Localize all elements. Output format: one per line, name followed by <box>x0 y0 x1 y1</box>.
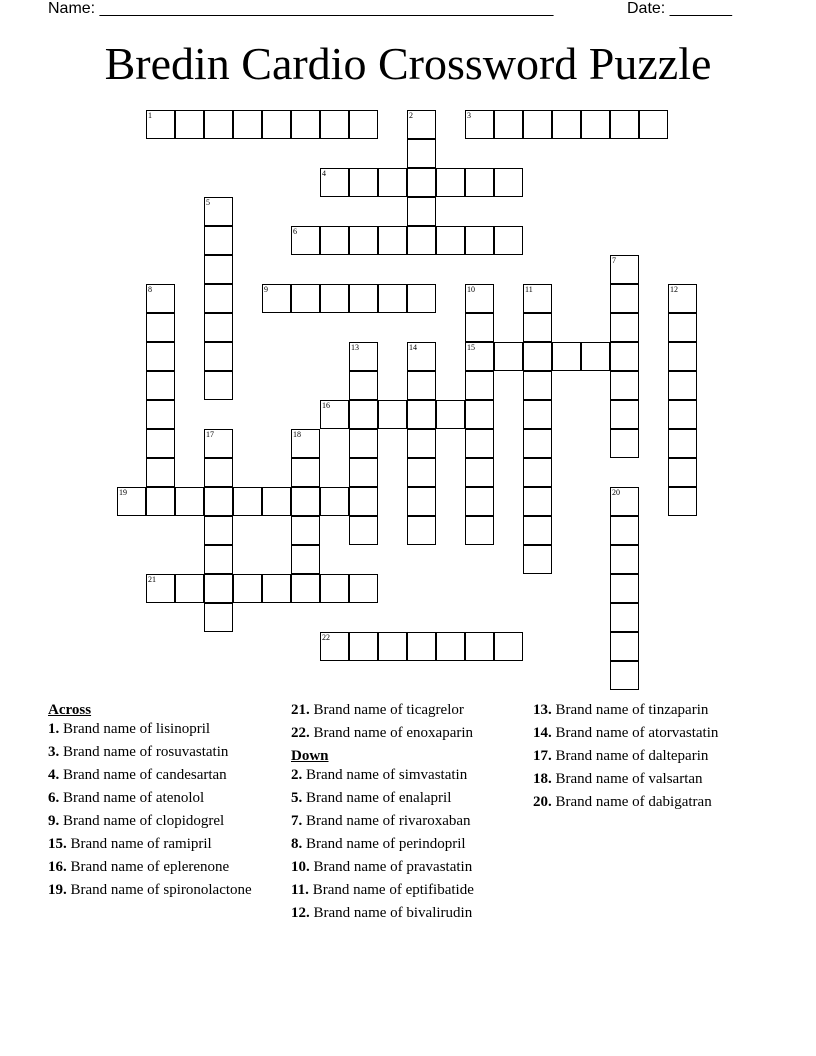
grid-cell[interactable] <box>465 226 494 255</box>
grid-cell[interactable] <box>349 516 378 545</box>
cell-number: 10 <box>467 285 475 294</box>
grid-cell[interactable] <box>204 574 233 603</box>
clue-text: Brand name of spironolactone <box>70 882 252 898</box>
grid-cell[interactable] <box>262 284 291 313</box>
grid-cell[interactable] <box>523 313 552 342</box>
cell-number: 12 <box>670 285 678 294</box>
clue-number: 18. <box>533 771 552 787</box>
clues-column-2 <box>291 702 525 928</box>
clue-number: 3. <box>48 744 60 760</box>
grid-cell[interactable] <box>523 545 552 574</box>
clue-text: Brand name of candesartan <box>63 767 227 783</box>
clue-down-18 <box>533 771 773 788</box>
grid-cell[interactable] <box>117 487 146 516</box>
grid-cell[interactable] <box>204 516 233 545</box>
down-heading: Down <box>291 748 329 764</box>
grid-cell[interactable] <box>523 284 552 313</box>
cell-number: 11 <box>525 285 533 294</box>
grid-cell[interactable] <box>204 197 233 226</box>
grid-cell[interactable] <box>494 110 523 139</box>
grid-cell[interactable] <box>610 661 639 690</box>
cell-number: 8 <box>148 285 152 294</box>
grid-cell[interactable] <box>610 342 639 371</box>
clue-text: Brand name of eplerenone <box>70 859 230 875</box>
grid-cell[interactable] <box>407 632 436 661</box>
clue-across-3 <box>48 744 282 761</box>
clue-text: Brand name of valsartan <box>555 771 703 787</box>
clue-text: Brand name of bivalirudin <box>313 905 473 921</box>
grid-cell[interactable] <box>639 110 668 139</box>
grid-cell[interactable] <box>407 429 436 458</box>
clue-number: 6. <box>48 790 60 806</box>
grid-cell[interactable] <box>523 110 552 139</box>
grid-cell[interactable] <box>436 632 465 661</box>
grid-cell[interactable] <box>465 400 494 429</box>
grid-cell[interactable] <box>407 458 436 487</box>
grid-cell[interactable] <box>494 226 523 255</box>
cell-number: 4 <box>322 169 326 178</box>
clue-text: Brand name of enoxaparin <box>313 725 474 741</box>
grid-cell[interactable] <box>349 400 378 429</box>
grid-cell[interactable] <box>668 313 697 342</box>
grid-cell[interactable] <box>668 400 697 429</box>
clue-text: Brand name of atenolol <box>63 790 205 806</box>
clue-down-5 <box>291 790 525 807</box>
clue-text: Brand name of tinzaparin <box>555 702 709 718</box>
grid-cell[interactable] <box>407 139 436 168</box>
grid-cell[interactable] <box>262 110 291 139</box>
grid-cell[interactable] <box>407 371 436 400</box>
clue-number: 2. <box>291 767 303 783</box>
grid-cell[interactable] <box>146 487 175 516</box>
clue-across-15 <box>48 836 282 853</box>
clue-text: Brand name of enalapril <box>306 790 452 806</box>
clue-text: Brand name of atorvastatin <box>555 725 719 741</box>
clue-number: 20. <box>533 794 552 810</box>
grid-cell[interactable] <box>668 284 697 313</box>
grid-cell[interactable] <box>668 342 697 371</box>
cell-number: 18 <box>293 430 301 439</box>
grid-cell[interactable] <box>349 487 378 516</box>
grid-cell[interactable] <box>668 371 697 400</box>
grid-cell[interactable] <box>523 400 552 429</box>
clue-number: 10. <box>291 859 310 875</box>
grid-cell[interactable] <box>320 487 349 516</box>
grid-cell[interactable] <box>204 284 233 313</box>
grid-cell[interactable] <box>146 400 175 429</box>
grid-cell[interactable] <box>523 371 552 400</box>
cell-number: 21 <box>148 575 156 584</box>
cell-number: 15 <box>467 343 475 352</box>
grid-cell[interactable] <box>349 429 378 458</box>
clue-number: 17. <box>533 748 552 764</box>
grid-cell[interactable] <box>233 487 262 516</box>
grid-cell[interactable] <box>465 458 494 487</box>
grid-cell[interactable] <box>349 226 378 255</box>
grid-cell[interactable] <box>581 342 610 371</box>
grid-cell[interactable] <box>233 110 262 139</box>
grid-cell[interactable] <box>291 458 320 487</box>
grid-cell[interactable] <box>494 632 523 661</box>
grid-cell[interactable] <box>175 574 204 603</box>
grid-cell[interactable] <box>204 429 233 458</box>
grid-cell[interactable] <box>610 255 639 284</box>
grid-cell[interactable] <box>436 400 465 429</box>
grid-cell[interactable] <box>291 545 320 574</box>
grid-cell[interactable] <box>204 545 233 574</box>
clue-down-11 <box>291 882 525 899</box>
grid-cell[interactable] <box>378 168 407 197</box>
grid-cell[interactable] <box>146 371 175 400</box>
grid-cell[interactable] <box>407 400 436 429</box>
grid-cell[interactable] <box>668 487 697 516</box>
clue-number: 5. <box>291 790 303 806</box>
grid-cell[interactable] <box>465 110 494 139</box>
grid-cell[interactable] <box>378 400 407 429</box>
grid-cell[interactable] <box>494 342 523 371</box>
clue-across-16 <box>48 859 282 876</box>
grid-cell[interactable] <box>175 110 204 139</box>
clue-number: 7. <box>291 813 303 829</box>
grid-cell[interactable] <box>552 342 581 371</box>
grid-cell[interactable] <box>320 226 349 255</box>
clue-number: 16. <box>48 859 67 875</box>
clue-across-1 <box>48 721 282 738</box>
grid-cell[interactable] <box>465 168 494 197</box>
grid-cell[interactable] <box>262 487 291 516</box>
grid-cell[interactable] <box>204 603 233 632</box>
grid-cell[interactable] <box>175 487 204 516</box>
cell-number: 16 <box>322 401 330 410</box>
grid-cell[interactable] <box>465 429 494 458</box>
grid-cell[interactable] <box>349 342 378 371</box>
across-heading: Across <box>48 702 92 718</box>
grid-cell[interactable] <box>610 545 639 574</box>
cell-number: 7 <box>612 256 616 265</box>
grid-cell[interactable] <box>320 168 349 197</box>
grid-cell[interactable] <box>204 313 233 342</box>
cell-number: 2 <box>409 111 413 120</box>
grid-cell[interactable] <box>378 284 407 313</box>
grid-cell[interactable] <box>146 458 175 487</box>
clue-text: Brand name of clopidogrel <box>63 813 225 829</box>
clue-across-21 <box>291 702 525 719</box>
grid-cell[interactable] <box>378 226 407 255</box>
grid-cell[interactable] <box>610 429 639 458</box>
clue-number: 19. <box>48 882 67 898</box>
grid-cell[interactable] <box>204 487 233 516</box>
clue-number: 15. <box>48 836 67 852</box>
grid-cell[interactable] <box>407 342 436 371</box>
grid-cell[interactable] <box>523 342 552 371</box>
grid-cell[interactable] <box>320 400 349 429</box>
grid-cell[interactable] <box>610 400 639 429</box>
clue-down-17 <box>533 748 773 765</box>
grid-cell[interactable] <box>320 284 349 313</box>
grid-cell[interactable] <box>349 632 378 661</box>
date-field[interactable]: Date: _______ <box>627 0 732 17</box>
clue-across-19 <box>48 882 282 899</box>
clue-text: Brand name of dabigatran <box>555 794 712 810</box>
grid-cell[interactable] <box>610 284 639 313</box>
clue-text: Brand name of dalteparin <box>555 748 709 764</box>
clue-text: Brand name of ticagrelor <box>313 702 464 718</box>
grid-cell[interactable] <box>407 197 436 226</box>
clue-across-6 <box>48 790 282 807</box>
clue-number: 21. <box>291 702 310 718</box>
cell-number: 22 <box>322 633 330 642</box>
clue-number: 12. <box>291 905 310 921</box>
grid-cell[interactable] <box>349 284 378 313</box>
clue-down-12 <box>291 905 525 922</box>
cell-number: 6 <box>293 227 297 236</box>
grid-cell[interactable] <box>349 371 378 400</box>
cell-number: 3 <box>467 111 471 120</box>
grid-cell[interactable] <box>465 516 494 545</box>
cell-number: 20 <box>612 488 620 497</box>
clue-text: Brand name of ramipril <box>70 836 212 852</box>
grid-cell[interactable] <box>291 516 320 545</box>
grid-cell[interactable] <box>465 632 494 661</box>
grid-cell[interactable] <box>523 429 552 458</box>
cell-number: 17 <box>206 430 214 439</box>
grid-cell[interactable] <box>552 110 581 139</box>
grid-cell[interactable] <box>320 632 349 661</box>
grid-cell[interactable] <box>523 458 552 487</box>
grid-cell[interactable] <box>407 226 436 255</box>
clue-text: Brand name of lisinopril <box>63 721 211 737</box>
grid-cell[interactable] <box>581 110 610 139</box>
grid-cell[interactable] <box>610 487 639 516</box>
page-title: Bredin Cardio Crossword Puzzle <box>104 38 712 89</box>
grid-cell[interactable] <box>146 429 175 458</box>
grid-cell[interactable] <box>407 110 436 139</box>
clue-text: Brand name of rosuvastatin <box>63 744 229 760</box>
grid-cell[interactable] <box>436 168 465 197</box>
grid-cell[interactable] <box>146 342 175 371</box>
grid-cell[interactable] <box>610 603 639 632</box>
grid-cell[interactable] <box>465 371 494 400</box>
grid-cell[interactable] <box>523 516 552 545</box>
clue-number: 8. <box>291 836 303 852</box>
clue-number: 14. <box>533 725 552 741</box>
cell-number: 1 <box>148 111 152 120</box>
grid-cell[interactable] <box>523 487 552 516</box>
grid-cell[interactable] <box>465 284 494 313</box>
grid-cell[interactable] <box>320 110 349 139</box>
name-field[interactable]: Name: ___________________________________________________ <box>48 0 554 17</box>
clue-down-7 <box>291 813 525 830</box>
clue-number: 11. <box>291 882 309 898</box>
grid-cell[interactable] <box>407 284 436 313</box>
clue-down-20 <box>533 794 773 811</box>
clue-number: 4. <box>48 767 60 783</box>
clues-column-3 <box>533 702 773 817</box>
clues-column-1 <box>48 702 282 905</box>
grid-cell[interactable] <box>146 574 175 603</box>
grid-cell[interactable] <box>233 574 262 603</box>
grid-cell[interactable] <box>407 516 436 545</box>
clue-down-2 <box>291 767 525 784</box>
grid-cell[interactable] <box>407 168 436 197</box>
grid-cell[interactable] <box>610 313 639 342</box>
grid-cell[interactable] <box>204 110 233 139</box>
clue-number: 9. <box>48 813 60 829</box>
grid-cell[interactable] <box>146 313 175 342</box>
grid-cell[interactable] <box>349 168 378 197</box>
clue-number: 1. <box>48 721 60 737</box>
grid-cell[interactable] <box>610 516 639 545</box>
grid-cell[interactable] <box>494 168 523 197</box>
cell-number: 19 <box>119 488 127 497</box>
grid-cell[interactable] <box>349 458 378 487</box>
grid-cell[interactable] <box>262 574 291 603</box>
grid-cell[interactable] <box>610 574 639 603</box>
clue-text: Brand name of eptifibatide <box>312 882 474 898</box>
cell-number: 5 <box>206 198 210 207</box>
grid-cell[interactable] <box>146 110 175 139</box>
grid-cell[interactable] <box>465 313 494 342</box>
clue-down-13 <box>533 702 773 719</box>
clue-across-4 <box>48 767 282 784</box>
grid-cell[interactable] <box>610 632 639 661</box>
grid-cell[interactable] <box>668 458 697 487</box>
grid-cell[interactable] <box>146 284 175 313</box>
grid-cell[interactable] <box>291 226 320 255</box>
cell-number: 9 <box>264 285 268 294</box>
grid-cell[interactable] <box>378 632 407 661</box>
clue-text: Brand name of perindopril <box>306 836 466 852</box>
grid-cell[interactable] <box>204 342 233 371</box>
clue-down-10 <box>291 859 525 876</box>
grid-cell[interactable] <box>436 226 465 255</box>
grid-cell[interactable] <box>204 255 233 284</box>
grid-cell[interactable] <box>465 342 494 371</box>
grid-cell[interactable] <box>291 284 320 313</box>
grid-cell[interactable] <box>349 110 378 139</box>
clue-text: Brand name of simvastatin <box>306 767 468 783</box>
clue-text: Brand name of pravastatin <box>313 859 473 875</box>
grid-cell[interactable] <box>407 487 436 516</box>
grid-cell[interactable] <box>204 458 233 487</box>
cell-number: 13 <box>351 343 359 352</box>
grid-cell[interactable] <box>204 371 233 400</box>
clue-number: 22. <box>291 725 310 741</box>
grid-cell[interactable] <box>465 487 494 516</box>
grid-cell[interactable] <box>291 429 320 458</box>
grid-cell[interactable] <box>349 574 378 603</box>
grid-cell[interactable] <box>320 574 349 603</box>
clue-number: 13. <box>533 702 552 718</box>
grid-cell[interactable] <box>610 110 639 139</box>
clue-down-14 <box>533 725 773 742</box>
grid-cell[interactable] <box>610 371 639 400</box>
grid-cell[interactable] <box>668 429 697 458</box>
clue-across-9 <box>48 813 282 830</box>
clue-across-22 <box>291 725 525 742</box>
grid-cell[interactable] <box>204 226 233 255</box>
grid-cell[interactable] <box>291 487 320 516</box>
clue-text: Brand name of rivaroxaban <box>306 813 471 829</box>
cell-number: 14 <box>409 343 417 352</box>
grid-cell[interactable] <box>291 574 320 603</box>
clue-down-8 <box>291 836 525 853</box>
grid-cell[interactable] <box>291 110 320 139</box>
